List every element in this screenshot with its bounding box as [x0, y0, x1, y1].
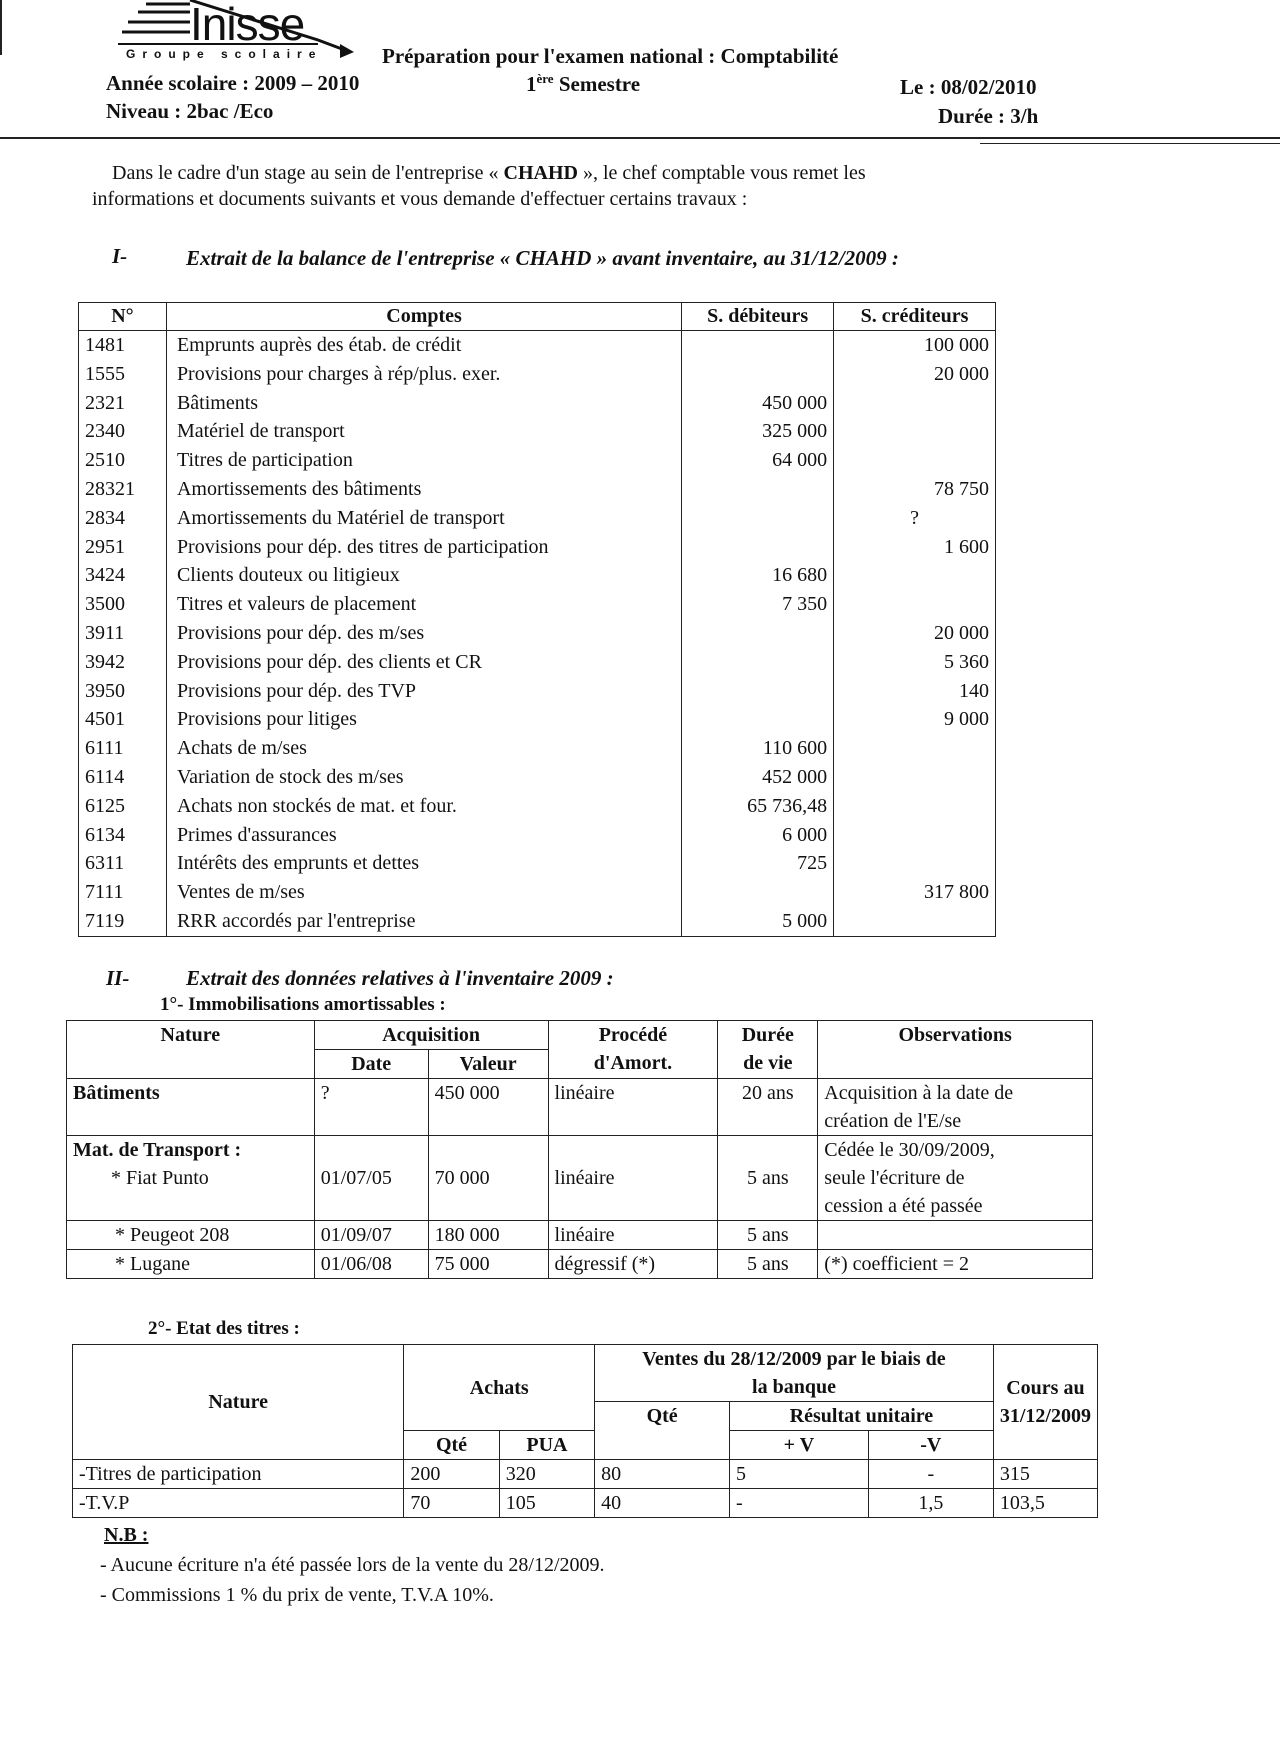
- account-name: Clients douteux ou litigieux: [166, 561, 681, 590]
- account-number: 2951: [79, 533, 167, 562]
- immo-lugane-procede: dégressif (*): [548, 1250, 718, 1279]
- table-row: [79, 446, 996, 475]
- titres-h-plus-value: + V: [730, 1431, 869, 1460]
- titres-h-moins-value: -V: [868, 1431, 993, 1460]
- duration: Durée : 3/h: [938, 104, 1039, 128]
- immo-h-duree-2: de vie: [743, 1052, 793, 1074]
- debit-balance: [682, 533, 834, 562]
- account-number: 7119: [79, 907, 167, 936]
- titres-r0-cours: 315: [993, 1460, 1097, 1489]
- account-number: 6125: [79, 792, 167, 821]
- header: [0, 0, 1280, 150]
- table-row: [79, 792, 996, 821]
- titres-r0-moins: -: [868, 1460, 993, 1489]
- immo-h-duree: [718, 1021, 818, 1079]
- immo-bat-obs-2: création de l'E/se: [824, 1110, 962, 1132]
- account-number: 2834: [79, 504, 167, 533]
- account-number: 1555: [79, 360, 167, 389]
- immo-bat-date: ?: [314, 1079, 428, 1136]
- credit-balance: 1 600: [834, 533, 996, 562]
- debit-balance: [682, 677, 834, 706]
- immo-h-procede-2: d'Amort.: [593, 1052, 673, 1074]
- immo-h-procede: [548, 1021, 718, 1079]
- intro-text-c: », le chef comptable vous remet les: [577, 162, 866, 184]
- account-name: Emprunts auprès des étab. de crédit: [166, 331, 681, 360]
- immo-row-batiments: [67, 1079, 1093, 1136]
- account-name: Provisions pour dép. des clients et CR: [166, 648, 681, 677]
- header-divider-2: [980, 143, 1280, 144]
- credit-balance: [834, 590, 996, 619]
- debit-balance: [682, 705, 834, 734]
- immo-fiat-obs: [818, 1136, 1093, 1221]
- intro-line-1: [112, 162, 866, 185]
- debit-balance: 7 350: [682, 590, 834, 619]
- doc-title: Préparation pour l'examen national : Comptabilité: [382, 44, 839, 68]
- titres-r0-qte: 200: [404, 1460, 499, 1489]
- section-1-title: Extrait de la balance de l'entreprise « CHAHD » avant inventaire, au 31/12/2009 :: [186, 246, 899, 270]
- credit-balance: [834, 821, 996, 850]
- account-number: 6311: [79, 849, 167, 878]
- debit-balance: [682, 878, 834, 907]
- section-1-number: I-: [112, 244, 128, 268]
- immo-row-lugane: [67, 1250, 1093, 1279]
- immo-h-observations: Observations: [818, 1021, 1093, 1079]
- debit-balance: [682, 648, 834, 677]
- table-row: [79, 907, 996, 936]
- table-row: [79, 849, 996, 878]
- semester-sup: ère: [536, 71, 554, 86]
- titres-row-tvp: [73, 1489, 1098, 1518]
- titres-h-cours-2: 31/12/2009: [999, 1405, 1091, 1427]
- immo-h-procede-1: Procédé: [598, 1024, 668, 1046]
- credit-balance: ?: [834, 504, 996, 533]
- titres-r0-qte-vente: 80: [595, 1460, 730, 1489]
- debit-balance: [682, 619, 834, 648]
- col-header-credit: S. créditeurs: [834, 303, 996, 331]
- titres-h-qte-vente: Qté: [595, 1402, 730, 1460]
- titres-h-ventes-1: Ventes du 28/12/2009 par le biais de: [642, 1348, 946, 1370]
- immo-fiat-obs-2: seule l'écriture de: [824, 1167, 965, 1189]
- titres-h-pua: PUA: [499, 1431, 594, 1460]
- credit-balance: 100 000: [834, 331, 996, 360]
- balance-header-row: [79, 303, 996, 331]
- account-name: Variation de stock des m/ses: [166, 763, 681, 792]
- table-row: [79, 475, 996, 504]
- account-name: Provisions pour charges à rép/plus. exer.: [166, 360, 681, 389]
- col-header-no: N°: [79, 303, 167, 331]
- debit-balance: 110 600: [682, 734, 834, 763]
- titres-header-row-1: [73, 1345, 1098, 1402]
- immo-header-row-1: [67, 1021, 1093, 1050]
- subsection-2-title: 2°- Etat des titres :: [148, 1318, 300, 1339]
- credit-balance: [834, 792, 996, 821]
- table-row: [79, 677, 996, 706]
- immo-h-date: Date: [314, 1050, 428, 1079]
- balance-table: [78, 302, 996, 937]
- table-row: [79, 619, 996, 648]
- col-header-debit: S. débiteurs: [682, 303, 834, 331]
- debit-balance: 16 680: [682, 561, 834, 590]
- account-name: Provisions pour dép. des TVP: [166, 677, 681, 706]
- credit-balance: [834, 849, 996, 878]
- titres-h-qte: Qté: [404, 1431, 499, 1460]
- section-2-title: Extrait des données relatives à l'inventaire 2009 :: [186, 966, 614, 990]
- account-name: Provisions pour dép. des titres de participation: [166, 533, 681, 562]
- table-row: [79, 734, 996, 763]
- immo-mat-label: Mat. de Transport :: [73, 1139, 242, 1161]
- table-row: [79, 360, 996, 389]
- intro-text-a: Dans le cadre d'un stage au sein de l'entreprise «: [112, 162, 504, 184]
- immo-peugeot-date: 01/09/07: [314, 1221, 428, 1250]
- account-number: 3950: [79, 677, 167, 706]
- logo-subtext: Groupe scolaire: [126, 47, 323, 61]
- account-name: Amortissements du Matériel de transport: [166, 504, 681, 533]
- debit-balance: 325 000: [682, 417, 834, 446]
- titres-h-nature: Nature: [73, 1345, 404, 1460]
- account-number: 28321: [79, 475, 167, 504]
- credit-balance: [834, 446, 996, 475]
- company-name: CHAHD: [503, 162, 578, 184]
- account-number: 3424: [79, 561, 167, 590]
- table-row: [79, 763, 996, 792]
- immo-fiat-nature-cell: [67, 1136, 315, 1221]
- titres-r1-qte: 70: [404, 1489, 499, 1518]
- titres-r0-nature: -Titres de participation: [73, 1460, 404, 1489]
- credit-balance: 20 000: [834, 619, 996, 648]
- immo-bat-obs-1: Acquisition à la date de: [824, 1082, 1014, 1104]
- col-header-comptes: Comptes: [166, 303, 681, 331]
- immo-fiat-duree: 5 ans: [718, 1136, 818, 1221]
- titres-r0-plus: 5: [730, 1460, 869, 1489]
- debit-balance: 5 000: [682, 907, 834, 936]
- immo-bat-valeur: 450 000: [428, 1079, 548, 1136]
- account-number: 3942: [79, 648, 167, 677]
- account-number: 2510: [79, 446, 167, 475]
- credit-balance: 78 750: [834, 475, 996, 504]
- immo-fiat-procede: linéaire: [548, 1136, 718, 1221]
- school-year: Année scolaire : 2009 – 2010: [106, 71, 360, 95]
- debit-balance: 452 000: [682, 763, 834, 792]
- debit-balance: [682, 360, 834, 389]
- table-row: [79, 561, 996, 590]
- immo-fiat-date: 01/07/05: [314, 1136, 428, 1221]
- immo-peugeot-valeur: 180 000: [428, 1221, 548, 1250]
- account-number: 6114: [79, 763, 167, 792]
- titres-h-achats: Achats: [404, 1345, 595, 1431]
- table-row: [79, 417, 996, 446]
- titres-h-resultat: Résultat unitaire: [730, 1402, 994, 1431]
- debit-balance: 6 000: [682, 821, 834, 850]
- immo-h-acquisition: Acquisition: [314, 1021, 548, 1050]
- table-row: [79, 504, 996, 533]
- table-row: [79, 705, 996, 734]
- table-row: [79, 648, 996, 677]
- credit-balance: 9 000: [834, 705, 996, 734]
- semester-number: 1: [526, 72, 537, 96]
- account-name: Intérêts des emprunts et dettes: [166, 849, 681, 878]
- account-number: 6134: [79, 821, 167, 850]
- titres-h-cours-1: Cours au: [1006, 1377, 1085, 1399]
- titres-r1-pua: 105: [499, 1489, 594, 1518]
- subsection-1-title: 1°- Immobilisations amortissables :: [160, 994, 446, 1015]
- account-number: 2321: [79, 389, 167, 418]
- titres-h-ventes: [595, 1345, 994, 1402]
- account-name: RRR accordés par l'entreprise: [166, 907, 681, 936]
- account-name: Primes d'assurances: [166, 821, 681, 850]
- immo-peugeot-obs: [818, 1221, 1093, 1250]
- immo-lugane-duree: 5 ans: [718, 1250, 818, 1279]
- account-name: Titres et valeurs de placement: [166, 590, 681, 619]
- account-number: 3500: [79, 590, 167, 619]
- titres-r1-cours: 103,5: [993, 1489, 1097, 1518]
- immo-row-peugeot: [67, 1221, 1093, 1250]
- credit-balance: [834, 734, 996, 763]
- intro-line-2: informations et documents suivants et vous demande d'effectuer certains travaux :: [92, 188, 748, 210]
- immo-lugane-nature: * Lugane: [67, 1250, 315, 1279]
- table-row: [79, 331, 996, 360]
- logo: [118, 0, 358, 62]
- debit-balance: 65 736,48: [682, 792, 834, 821]
- account-name: Amortissements des bâtiments: [166, 475, 681, 504]
- credit-balance: [834, 907, 996, 936]
- level: Niveau : 2bac /Eco: [106, 99, 274, 123]
- immo-lugane-obs: (*) coefficient = 2: [818, 1250, 1093, 1279]
- immo-row-fiat: [67, 1136, 1093, 1221]
- semester: [526, 71, 640, 97]
- account-number: 3911: [79, 619, 167, 648]
- immo-lugane-date: 01/06/08: [314, 1250, 428, 1279]
- immo-bat-duree: 20 ans: [718, 1079, 818, 1136]
- immo-h-valeur: Valeur: [428, 1050, 548, 1079]
- credit-balance: 140: [834, 677, 996, 706]
- debit-balance: 64 000: [682, 446, 834, 475]
- nb-line-2: - Commissions 1 % du prix de vente, T.V.A 10%.: [100, 1584, 494, 1606]
- titres-h-cours: [993, 1345, 1097, 1460]
- immo-h-duree-1: Durée: [741, 1024, 794, 1046]
- immobilisations-table: [66, 1020, 1093, 1279]
- debit-balance: 450 000: [682, 389, 834, 418]
- credit-balance: 5 360: [834, 648, 996, 677]
- account-number: 7111: [79, 878, 167, 907]
- immo-fiat-obs-1: Cédée le 30/09/2009,: [824, 1139, 995, 1161]
- immo-bat-nature: Bâtiments: [67, 1079, 315, 1136]
- debit-balance: [682, 331, 834, 360]
- account-number: 4501: [79, 705, 167, 734]
- debit-balance: [682, 475, 834, 504]
- header-divider: [0, 137, 1280, 139]
- titres-table: [72, 1344, 1098, 1518]
- semester-label: Semestre: [553, 72, 641, 96]
- account-name: Achats de m/ses: [166, 734, 681, 763]
- section-2-number: II-: [106, 966, 130, 990]
- immo-peugeot-duree: 5 ans: [718, 1221, 818, 1250]
- titres-r0-pua: 320: [499, 1460, 594, 1489]
- logo-text: Inisse: [190, 0, 305, 50]
- immo-bat-obs: [818, 1079, 1093, 1136]
- nb-title: N.B :: [104, 1524, 149, 1546]
- credit-balance: 317 800: [834, 878, 996, 907]
- account-name: Provisions pour litiges: [166, 705, 681, 734]
- titres-r1-plus: -: [730, 1489, 869, 1518]
- account-name: Provisions pour dép. des m/ses: [166, 619, 681, 648]
- credit-balance: 20 000: [834, 360, 996, 389]
- immo-peugeot-nature: * Peugeot 208: [67, 1221, 315, 1250]
- account-name: Ventes de m/ses: [166, 878, 681, 907]
- credit-balance: [834, 417, 996, 446]
- debit-balance: 725: [682, 849, 834, 878]
- table-row: [79, 389, 996, 418]
- table-row: [79, 878, 996, 907]
- immo-fiat-nature: * Fiat Punto: [111, 1167, 209, 1189]
- credit-balance: [834, 763, 996, 792]
- table-row: [79, 590, 996, 619]
- account-name: Achats non stockés de mat. et four.: [166, 792, 681, 821]
- table-row: [79, 533, 996, 562]
- account-name: Matériel de transport: [166, 417, 681, 446]
- immo-lugane-valeur: 75 000: [428, 1250, 548, 1279]
- titres-r1-qte-vente: 40: [595, 1489, 730, 1518]
- debit-balance: [682, 504, 834, 533]
- account-name: Titres de participation: [166, 446, 681, 475]
- titres-r1-nature: -T.V.P: [73, 1489, 404, 1518]
- immo-peugeot-procede: linéaire: [548, 1221, 718, 1250]
- account-number: 2340: [79, 417, 167, 446]
- credit-balance: [834, 389, 996, 418]
- left-margin-line: [0, 0, 2, 55]
- immo-h-nature: Nature: [67, 1021, 315, 1079]
- account-number: 1481: [79, 331, 167, 360]
- immo-bat-procede: linéaire: [548, 1079, 718, 1136]
- account-name: Bâtiments: [166, 389, 681, 418]
- titres-r1-moins: 1,5: [868, 1489, 993, 1518]
- balance-body: [79, 331, 996, 937]
- table-row: [79, 821, 996, 850]
- titres-h-ventes-2: la banque: [752, 1376, 836, 1398]
- exam-date: Le : 08/02/2010: [900, 75, 1037, 99]
- nb-line-1: - Aucune écriture n'a été passée lors de la vente du 28/12/2009.: [100, 1554, 605, 1576]
- titres-row-participation: [73, 1460, 1098, 1489]
- immo-fiat-valeur: 70 000: [428, 1136, 548, 1221]
- immo-fiat-obs-3: cession a été passée: [824, 1195, 983, 1217]
- account-number: 6111: [79, 734, 167, 763]
- credit-balance: [834, 561, 996, 590]
